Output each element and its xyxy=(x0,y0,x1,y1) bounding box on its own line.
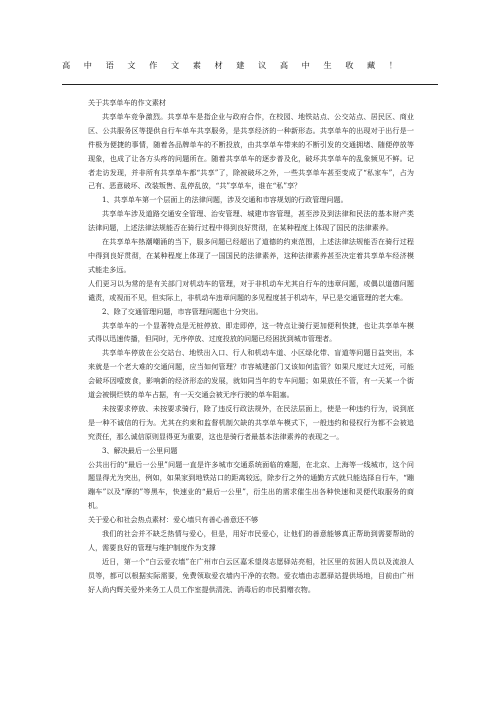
paragraph: 共享单车涉及道路交通安全管理、治安管理、城建市容管理，甚至涉及到法律和民法的基本财产类法律问题，上述法律法规能否在骑行过程中得到良好贯彻，在某种程度上体现了国民的法律素养。 xyxy=(88,209,414,233)
paragraph: 共享单车停放在公交站台、地铁出入口、行人和机动车道、小区绿化带、盲道等问题日益突出，本来就是一个老大难的交通问题，应当如何管理？市容城建部门又该如何监管？如果尺度过大过死，可能会破坏因噎废食，影响新的经济形态的发展，就如同当年的专车问题；如果放任不管，有一天某一个街道会被铜烂铁的单车占据，有一天交通会被无序行驶的单车阻塞。 xyxy=(88,348,414,400)
paragraph: 公共出行的“最后一公里”问题一直是许多城市交通系统面临的难题，在北京、上海等一线城市，这个问题显得尤为突出，例如，如果家到地铁站口的距离较远，除步行之外的通勤方式就只能选择自行车，“蹦蹦车”以及“摩的”等黑车，快速业的“最后一公里”，衍生出的需求催生出各种快速和灵便代取服务的商机。 xyxy=(88,459,414,511)
document-body xyxy=(88,96,414,597)
section-heading: 3、解决最后一公里问题 xyxy=(102,445,178,455)
paragraph: 共享单车的一个显著特点是无桩停放、即走即停，这一特点让骑行更加便利快捷，也让共享单车模式得以迅速传播，但同时，无序停放、过度投放的问题已经困扰到城市管理者。 xyxy=(88,320,414,344)
page-header: 高中语文作文素材建议高中生收藏！ xyxy=(62,60,411,70)
paragraph: 在共享单车热潮嘲涌的当下，服多问题已经超出了道德的约束范围，上述法律法规能否在骑行过程中得到良好贯彻，在某种程度上体现了一国国民的法律素养，这种法律素养甚至决定着共享单车经济模式能走多远。 xyxy=(88,237,414,274)
paragraph: 人们更习以为常的是有关部门对机动车的管理，对于非机动车尤其自行车的违章问题，或偶以道德问题谴责，或视而不见，但实际上，非机动车违章问题的多见程度甚于机动车，早已是交通管理的老大难。 xyxy=(88,278,414,302)
paragraph: 近日，第一个“白云爱衣墙”在广州市白云区嘉禾望岗志愿驿站亮相，社区里的贫困人员以及流浪人员等，都可以根据实际需要，免费领取爱衣墙内干净的衣物。爱衣墙由志愿驿站提供场地，目前由广州好人尚内辉关爱外来务工人员工作室提供清洗、消毒后的市民捐赠衣物。 xyxy=(88,556,414,594)
paragraph: 我们的社会并不缺乏热情与爱心，但是，用好市民爱心，让他们的善意能够真正帮助到需要帮助的人，需要良好的管理与维护制度作为支撑 xyxy=(88,529,414,552)
section-heading: 1、共享单车第一个层面上的法律问题，涉及交通和市容规划的行政管理问题。 xyxy=(102,195,348,205)
paragraph: 共享单车竞争激烈。共享单车是指企业与政府合作，在校园、地铁站点、公交站点、居民区、商业区、公共服务区等提供自行车单车共享服务，是共享经济的一种新形态。共享单车的出现对于出行是一件极为便捷的事情，随着各品牌单车的不断投放，由共享单车带来的不断引发的交通拥堵、随便停放等现象，也成了让各方头疼的问题所在。随着共享单车的逐步普及化，破坏共享单车的乱象频见不鲜。记者走访发现，并非所有共享单车都“共享”了，除被破坏之外，一些共享单车甚至变成了“私家车”，占为己有、恶意破坏、改装叛售、乱停乱放，“共”享单车，谁在“私”享？ xyxy=(88,111,414,191)
section-heading: 2、除了交通管理问题，市容管理问题也十分突出。 xyxy=(102,306,263,316)
subsection-title: 关于爱心和社会热点素材：爱心墙只有善心善意还不够 xyxy=(88,515,259,525)
document-title: 关于共享单车的作文素材 xyxy=(88,98,167,107)
header-divider xyxy=(62,84,438,85)
paragraph: 未按要求停放、未按要求骑行，除了违反行政法规外，在民法层面上，使是一种违约行为，说到底是一种不诚信的行为。尤其在约束和监督机制欠缺的共享单车模式下，一般违约和侵权行为都不会被追究责任，那么诚信原则显得更为重要，这也是骑行者最基本法律素养的表现之一。 xyxy=(88,403,414,441)
